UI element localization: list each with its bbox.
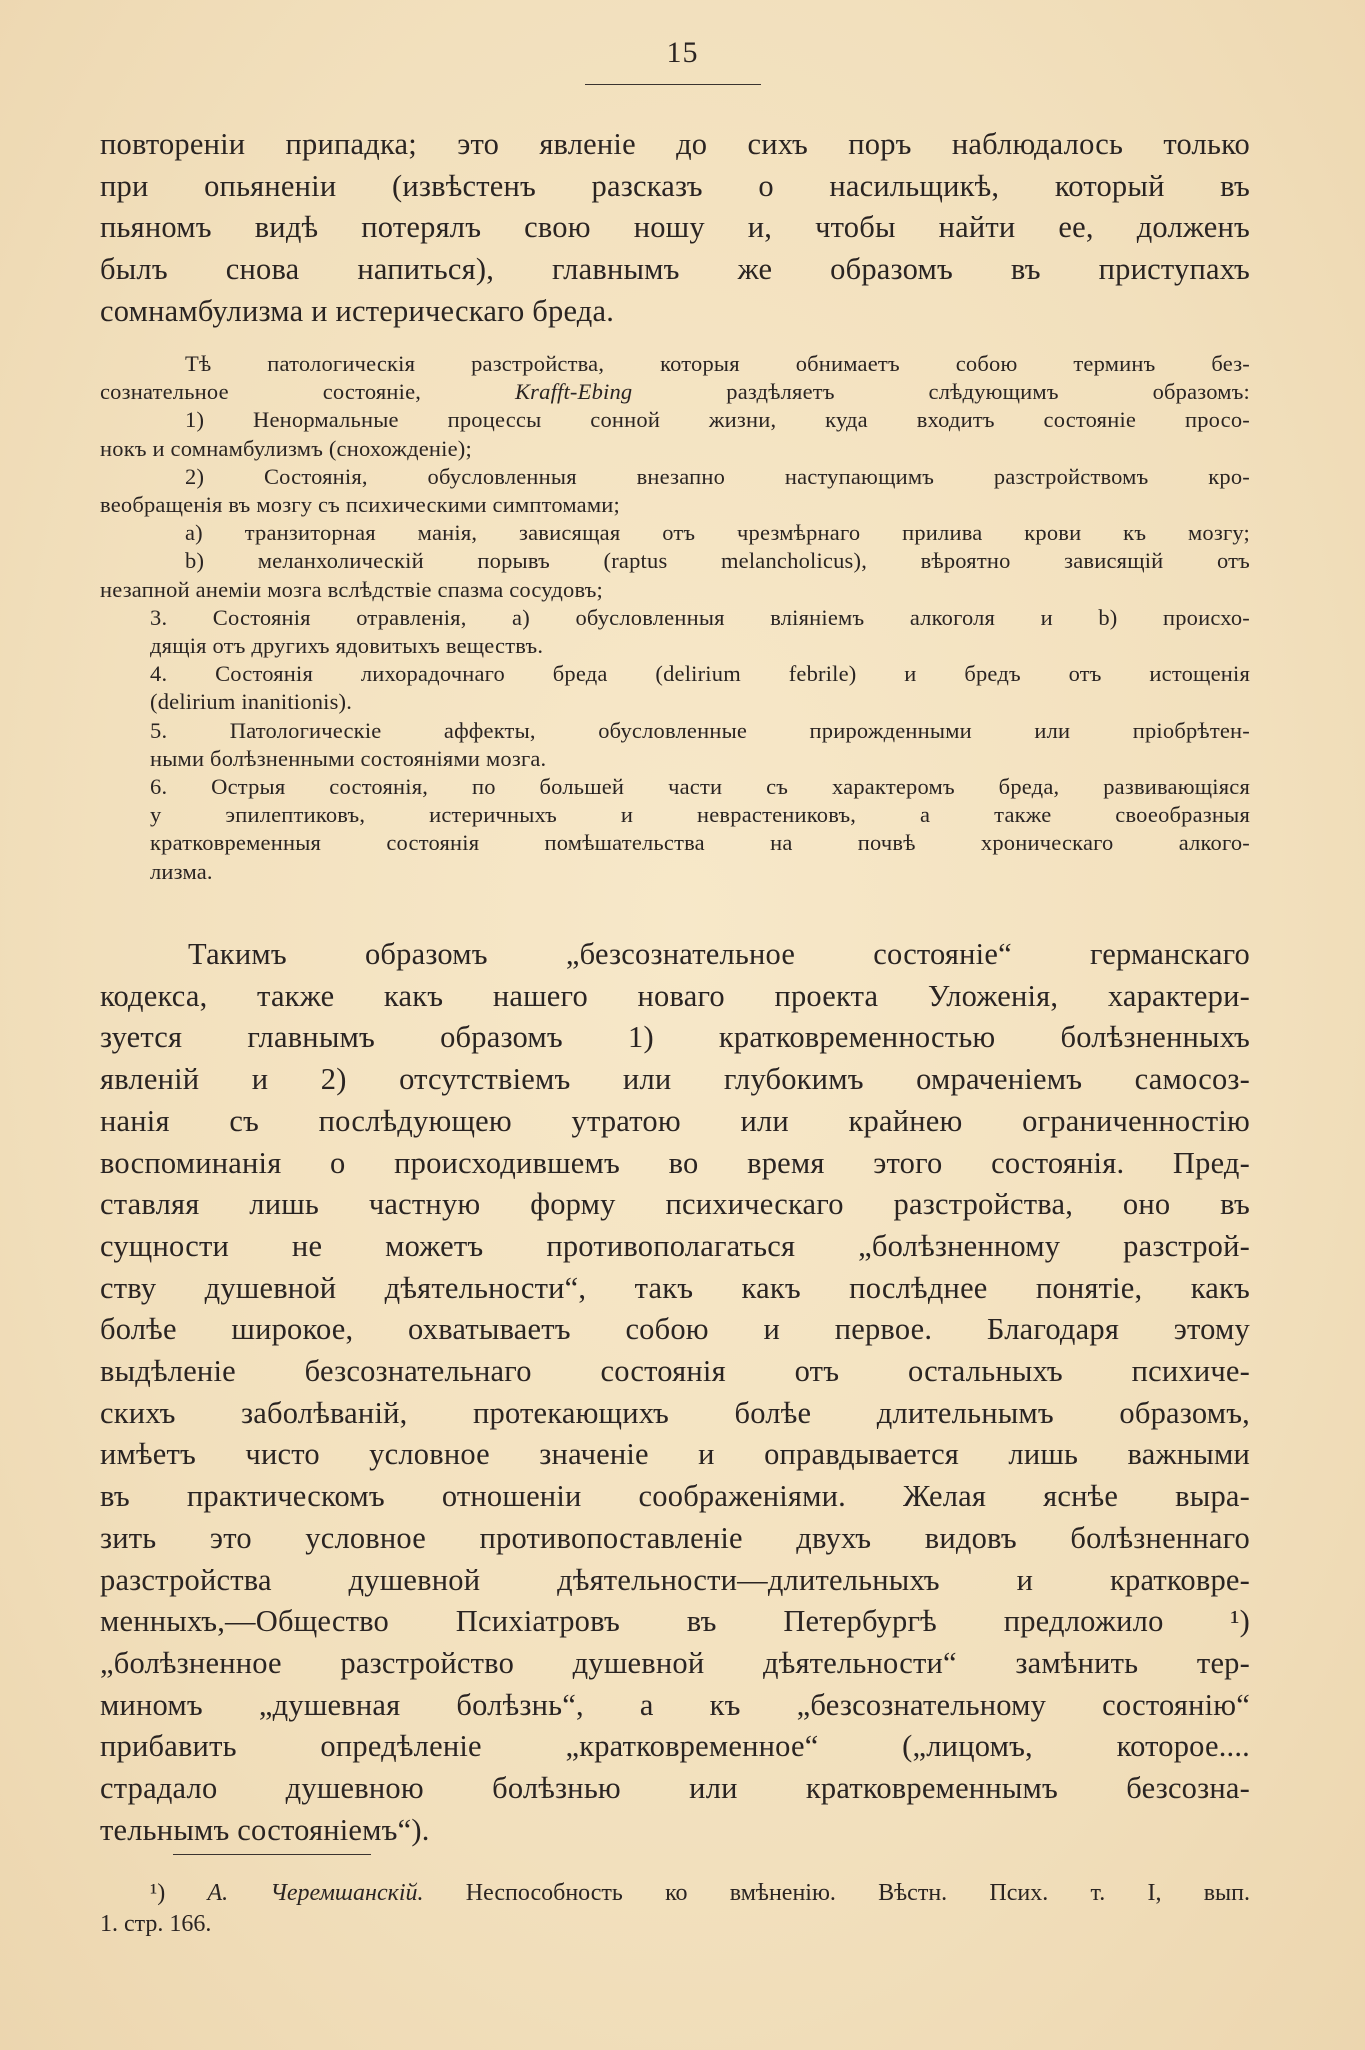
paragraph-2 [100,934,1250,1851]
list-item-3-cont: дящiя отъ другихъ ядовитыхъ веществъ. [150,633,544,659]
text-line: явленiй и 2) отсутствiемъ или глубокимъ омраченiемъ самосоз- [100,1062,1250,1097]
text-line: имѣетъ чисто условное значенiе и оправдывается лишь важными [100,1437,1250,1472]
text-line: Такимъ образомъ „безсознательное состоянiе“ германскаго [188,937,1250,971]
text-line: повторенiи припадка; это явленiе до сихъ поръ наблюдалось только [100,127,1250,161]
text-line: зуется главнымъ образомъ 1) кратковременностью болѣзненныхъ [100,1020,1250,1055]
list-item-5: 5. Патологическiе аффекты, обусловленные прирожденными или прiобрѣтен- [150,717,1250,743]
list-item-6-cont: у эпилептиковъ, истеричныхъ и неврастениковъ, а также своеобразныя [150,802,1250,828]
list-item-6: 6. Острыя состоянiя, по большей части съ характеромъ бреда, развивающiяся [150,774,1250,800]
paragraph-1 [100,124,1250,333]
intro-line: сознательное состоянiе, Krafft-Ebing раздѣляетъ слѣдующимъ образомъ: [100,379,1250,405]
list-item-6-cont: лизма. [150,858,213,884]
text-line: воспоминанiя о происходившемъ во время этого состоянiя. Пред- [100,1145,1250,1180]
list-item-4-cont: (delirium inanitionis). [150,689,353,715]
footnote-author: А. Черемшанскiй. [207,1880,424,1906]
footnote-line: 1. стр. 166. [100,1911,212,1937]
footnote [100,1878,1250,1940]
footnote-marker: ¹) [150,1880,166,1906]
text-line: ставляя лишь частную форму психическаго разстройства, оно въ [100,1187,1250,1222]
author-name: Krafft-Ebing [514,379,633,405]
text-line: при опьяненiи (извѣстенъ разсказъ о насильщикѣ, который въ [100,168,1250,203]
list-item-2b: b) меланхолическiй порывъ (raptus melancholicus), вѣроятно зависящiй отъ [185,548,1250,574]
list-item-5-cont: ными болѣзненными состоянiями мозга. [150,745,547,771]
text-line: кодекса, также какъ нашего новаго проекта Уложенiя, характери- [100,978,1250,1013]
classification-block [100,350,1250,886]
text-line: выдѣленiе безсознательнаго состоянiя отъ остальныхъ психиче- [100,1354,1250,1389]
footnote-rule [173,1854,371,1855]
list-item-1-cont: нокъ и сомнамбулизмъ (снохожденiе); [100,435,472,461]
text-line: разстройства душевной дѣятельности—длительныхъ и кратковре- [100,1562,1250,1597]
text-line: нанiя съ послѣдующею утратою или крайнею ограниченностiю [100,1103,1250,1138]
text-line: въ практическомъ отношенiи соображенiями. Желая яснѣе выра- [100,1479,1250,1514]
text-line: страдало душевною болѣзнью или кратковременнымъ безсозна- [100,1771,1250,1806]
list-item-2-cont: веобращенiя въ мозгу съ психическими симптомами; [100,492,620,518]
page-number: 15 [666,36,699,69]
text-line: тельнымъ состоянiемъ“). [100,1812,430,1847]
text-line: болѣе широкое, охватываетъ собою и первое. Благодаря этому [100,1312,1250,1347]
footnote-line: ¹) А. Черемшанскiй. Неспособность ко вмѣненiю. Вѣстн. Псих. т. I, вып. [150,1880,1251,1906]
intro-line: Тѣ патологическiя разстройства, которыя обнимаетъ собою терминъ без- [185,351,1250,376]
list-item-2a: а) транзиторная манiя, зависящая отъ чрезмѣрнаго прилива крови къ мозгу; [185,520,1250,546]
text-line: зить это условное противопоставленiе двухъ видовъ болѣзненнаго [100,1520,1250,1555]
footnote-ref-line: менныхъ,—Общество Психiатровъ въ Петербургѣ предложило ¹) [100,1604,1250,1639]
page-number-rule [585,84,761,85]
list-item-2b-cont: незапной анемiи мозга вслѣдствiе спазма сосудовъ; [100,576,603,602]
list-item-1: 1) Ненормальные процессы сонной жизни, куда входитъ состоянiе просо- [185,407,1250,433]
text-line: былъ снова напиться), главнымъ же образомъ въ приступахъ [100,252,1250,287]
text-line: миномъ „душевная болѣзнь“, а къ „безсознательному состоянiю“ [100,1687,1250,1722]
text-line: скихъ заболѣванiй, протекающихъ болѣе длительнымъ образомъ, [100,1395,1250,1430]
text-line: прибавить опредѣленiе „кратковременное“ („лицомъ, которое.... [100,1729,1250,1764]
list-item-4: 4. Состоянiя лихорадочнаго бреда (delirium febrile) и бредъ отъ истощенiя [150,661,1250,687]
list-item-6-cont: кратковременныя состоянiя помѣшательства на почвѣ хроническаго алкого- [150,830,1250,856]
text-line: „болѣзненное разстройство душевной дѣятельности“ замѣнить тер- [100,1645,1250,1680]
text-line: ству душевной дѣятельности“, такъ какъ послѣднее понятiе, какъ [100,1270,1250,1305]
list-item-3: 3. Состоянiя отравленiя, а) обусловленныя влiянiемъ алкоголя и b) происхо- [150,604,1250,630]
text-line: пьяномъ видѣ потерялъ свою ношу и, чтобы найти ее, долженъ [100,210,1250,245]
list-item-2: 2) Состоянiя, обусловленныя внезапно наступающимъ разстройствомъ кро- [185,463,1250,489]
text-line: сомнамбулизма и истерическаго бреда. [100,293,615,328]
text-line: сущности не можетъ противополагаться „болѣзненному разстрой- [100,1228,1250,1263]
